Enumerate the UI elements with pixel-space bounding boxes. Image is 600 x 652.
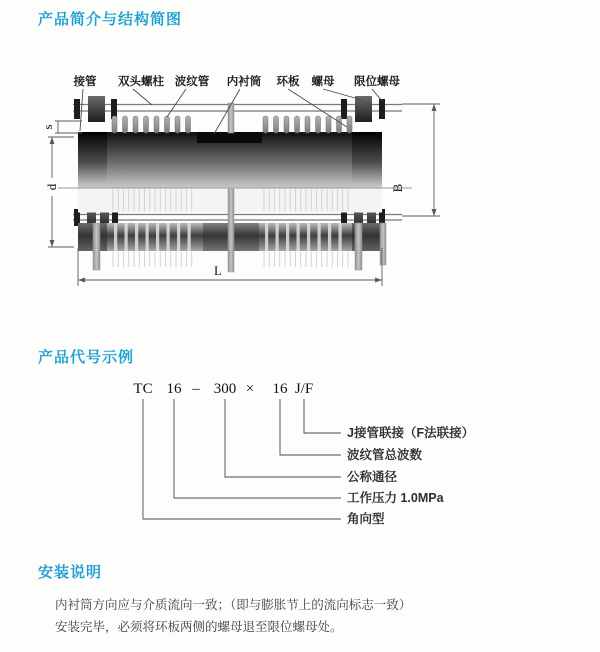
install-section-title: 安装说明 <box>38 564 103 581</box>
dimension-s <box>40 121 82 133</box>
dim-s-label: s <box>40 124 55 130</box>
callout-connection-type: J接管联接（F法联接） <box>347 426 475 440</box>
code-callout-labels <box>347 425 474 526</box>
code-seg-dash: – <box>192 381 200 397</box>
code-seg-connection: J/F <box>294 381 314 397</box>
intro-section-title: 产品简介与结构简图 <box>38 11 183 28</box>
callout-nominal-diameter: 公称通径 <box>347 470 398 484</box>
code-seg-type: TC <box>133 381 153 397</box>
part-label-inner-liner: 内衬筒 <box>226 76 262 88</box>
dimension-d <box>44 137 74 247</box>
part-label-pipe-end: 接管 <box>73 76 97 88</box>
part-label-stud: 双头螺柱 <box>118 76 164 88</box>
code-callout-lines <box>143 399 341 519</box>
code-seg-pressure: 16 <box>166 381 182 397</box>
part-label-nut: 螺母 <box>311 76 335 88</box>
install-instruction-line: 安装完毕，必须将环板两侧的螺母退至限位螺母处。 <box>55 620 343 634</box>
install-instruction-line: 内衬筒方向应与介质流向一致；（即与膨胀节上的流向标志一致） <box>55 598 412 612</box>
dim-d-label: d <box>44 183 59 191</box>
part-labels <box>73 74 401 88</box>
dimension-B <box>390 104 440 216</box>
callout-working-pressure: 工作压力 1.0MPa <box>347 491 444 505</box>
callout-angular-type: 角向型 <box>347 512 385 526</box>
inner-liner-band <box>197 132 262 143</box>
code-seg-diameter: 300 <box>213 381 237 397</box>
expansion-joint-structure-drawing <box>0 60 460 305</box>
code-seg-times: × <box>245 381 255 397</box>
code-string <box>133 381 313 397</box>
product-code-example-diagram <box>0 378 600 538</box>
code-section-title: 产品代号示例 <box>38 349 135 366</box>
part-label-bellows: 波纹管 <box>174 76 210 88</box>
code-seg-waves: 16 <box>272 381 288 397</box>
joint-body <box>78 132 382 188</box>
callout-wave-count: 波纹管总波数 <box>347 448 423 462</box>
part-label-limit-nut: 限位螺母 <box>354 76 400 88</box>
dim-B-label: B <box>390 183 405 193</box>
part-label-ring-plate: 环板 <box>276 76 300 88</box>
dim-L-label: L <box>214 263 222 278</box>
